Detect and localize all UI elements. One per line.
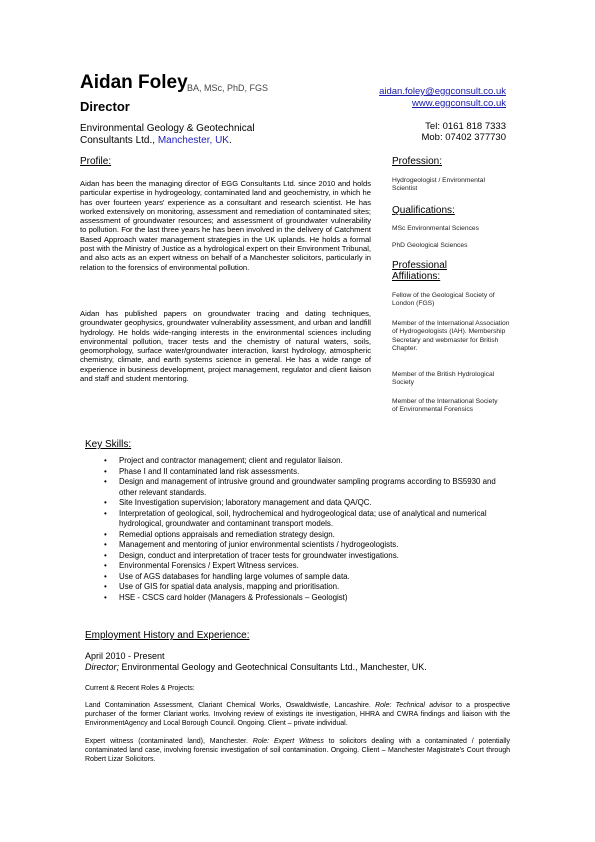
affiliation-item: Fellow of the Geological Society of London (FGS) xyxy=(392,292,495,308)
skill-item: • Remedial options appraisals and remediation strategy design. xyxy=(104,530,510,541)
affiliation-item: Member of the British Hydrological Society xyxy=(392,371,495,387)
company-line-2-text: Consultants Ltd., xyxy=(80,135,156,146)
employment-employer: Environmental Geology and Geotechnical Consultants Ltd., Manchester, UK. xyxy=(121,662,427,672)
email-link[interactable]: aidan.foley@eggconsult.co.uk xyxy=(379,86,506,97)
company-location: Manchester, UK xyxy=(157,135,229,146)
project-clariant-details: to a prospective purchaser of the former Clariant works. Involving review of existings ite investigation, HHRA and CWRA findings and liaison with the EnvironmentAgency and Local Borough Council. Ongoing. Client – private individual. xyxy=(85,702,510,727)
project-clariant-role: Role: Technical advisor xyxy=(375,702,452,709)
skill-item: • Phase I and II contaminated land risk assessments. xyxy=(104,467,510,478)
company-line-1: Environmental Geology & Geotechnical xyxy=(80,123,255,134)
skill-item: • HSE - CSCS card holder (Managers & Professionals – Geologist) xyxy=(104,593,510,604)
skill-item: • Environmental Forensics / Expert Witness services. xyxy=(104,561,510,572)
skill-item: • Use of GIS for spatial data analysis, mapping and prioritisation. xyxy=(104,582,510,593)
profile-paragraph-1: Aidan has been the managing director of EGG Consultants Ltd. since 2010 and holds particular expertise in hydrogeology, contaminated land and geochemistry, in which he has over fourteen years' experience as a consultant and research scientist. He has worked extensively on monitoring, assessment and remediation of contaminated sites; assessment of groundwater resources; and assessment of groundwater vulnerability to pollution. For the last three years he has been involved in the delivery of Catchment Based Approach water management strategies in the UK uplands. He holds a formal post with the Ministry of Justice as a hydrological expert on their Environment Tribunal, and also acts as an expert witness on behalf of a Manchester solicitors, particularly in relation to the forensics of environmental pollution. xyxy=(80,179,371,272)
qualification-item: MSc Environmental Sciences xyxy=(392,225,479,232)
telephone: Tel: 0161 818 7333 xyxy=(425,121,506,132)
website-link[interactable]: www.eggconsult.co.uk xyxy=(412,98,506,109)
project-expert-witness xyxy=(85,737,510,764)
qualification-item: PhD Geological Sciences xyxy=(392,242,468,249)
qualifications-heading: Qualifications: xyxy=(392,205,455,216)
company-line-2 xyxy=(80,135,310,147)
company-name xyxy=(80,123,310,147)
affiliation-item: Member of the International Society of Environmental Forensics xyxy=(392,398,498,414)
skill-item: • Management and mentoring of junior environmental scientists / hydrogeologists. xyxy=(104,540,510,551)
skill-item: • Design, conduct and interpretation of tracer tests for groundwater investigations. xyxy=(104,551,510,562)
employment-dates: April 2010 - Present xyxy=(85,651,165,661)
affiliation-item: Member of the International Association of Hydrogeologists (IAH). Membership Secretary and webmaster for British Chapter. xyxy=(392,320,510,352)
project-expert-title: Expert witness (contaminated land), Manchester. xyxy=(85,738,248,745)
affiliations-heading: Professional Affiliations: xyxy=(392,260,448,282)
current-roles-label: Current & Recent Roles & Projects: xyxy=(85,685,195,692)
job-title: Director xyxy=(80,99,130,114)
project-expert-details: to solicitors dealing with a contaminated / potentially contaminated land case, involving forensic investigation of soil contamination. Ongoing. Client – Manchester Magistrate's Court through Robert Lizar Solicitors. xyxy=(85,738,511,763)
employment-heading: Employment History and Experience: xyxy=(85,630,250,641)
profession-heading: Profession: xyxy=(392,156,443,167)
skill-item: • Design and management of intrusive ground and groundwater sampling programs according to BS5930 and other relevant standards. xyxy=(104,477,510,498)
skill-item: • Site Investigation supervision; laboratory management and data QA/QC. xyxy=(104,498,510,509)
mobile: Mob: 07402 377730 xyxy=(421,132,506,143)
employment-role-title: Director; xyxy=(85,662,120,672)
project-clariant-title: Land Contamination Assessment, Clariant Chemical Works, Oswaldtwistle, Lancashire. xyxy=(85,702,371,709)
candidate-qualifications: BA, MSc, PhD, FGS xyxy=(187,83,269,93)
candidate-name: Aidan Foley xyxy=(80,72,188,93)
project-expert-role: Role: Expert Witness xyxy=(252,738,324,745)
skill-item: • Use of AGS databases for handling large volumes of sample data. xyxy=(104,572,510,583)
employment-role xyxy=(85,662,515,672)
skill-item: • Interpretation of geological, soil, hydrochemical and hydrogeological data; use of analytical and numerical hydrological, groundwater and contaminant transport models. xyxy=(104,509,510,530)
company-line-end: . xyxy=(228,135,232,146)
profile-heading: Profile: xyxy=(80,156,112,167)
key-skills-list xyxy=(104,456,510,603)
project-clariant xyxy=(85,701,510,728)
profession-text: Hydrogeologist / Environmental Scientist xyxy=(392,177,485,193)
profile-paragraph-2: Aidan has published papers on groundwater tracing and dating techniques, groundwater geophysics, groundwater vulnerability assessment, and urban and landfill hydrology. He holds wide-ranging interests in the environmental sciences including environmental pollution, tracer tests and the chemistry of natural waters, soils, geomorphology, surface water/groundwater interaction, karst hydrology, atmospheric chemistry, climate, and earth systems science in general. He has a wide range of experience in business development, project management, regulator and client liaison and staff and student mentoring. xyxy=(80,309,371,384)
skill-item: • Project and contractor management; client and regulator liaison. xyxy=(104,456,510,467)
key-skills-heading: Key Skills: xyxy=(85,439,132,450)
